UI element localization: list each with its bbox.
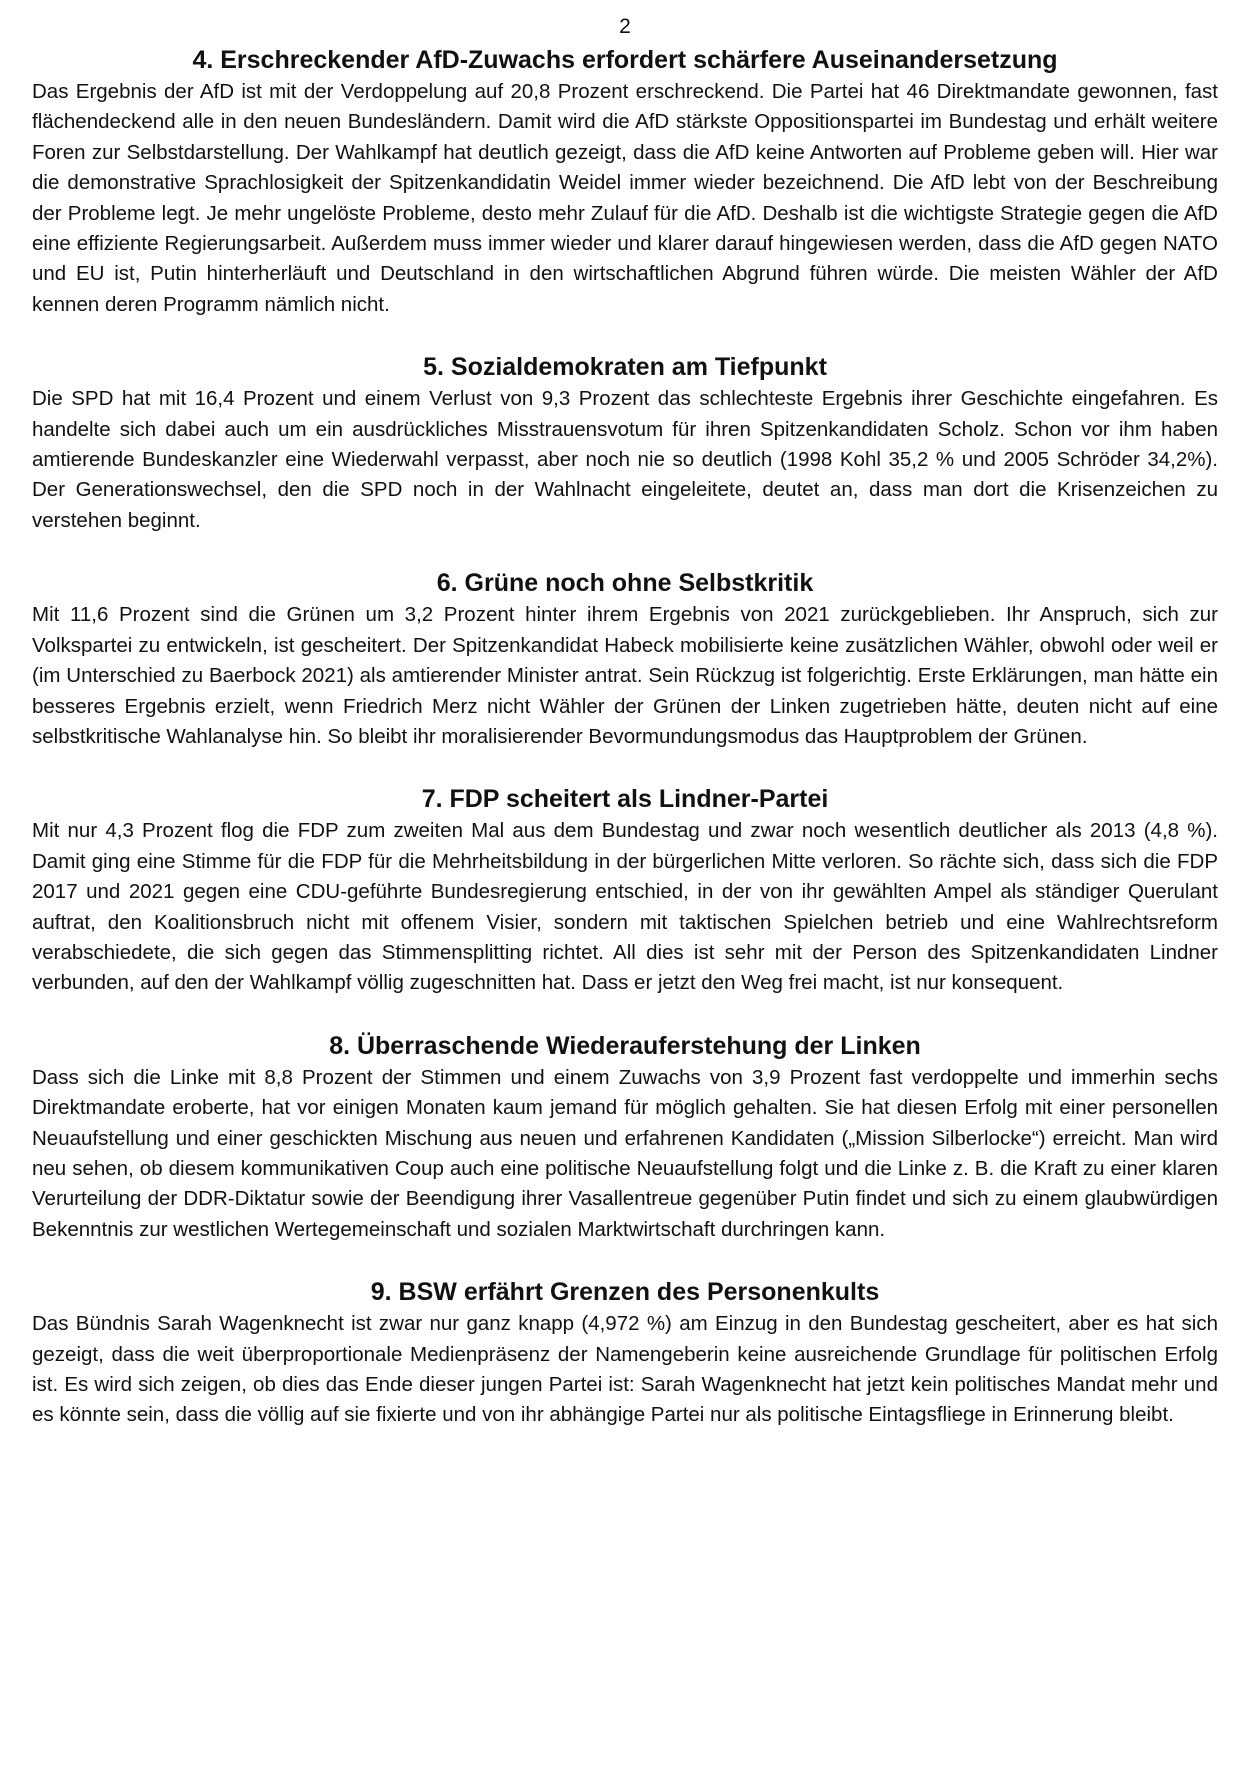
document-page	[32, 14, 1218, 1431]
section-body: Die SPD hat mit 16,4 Prozent und einem Verlust von 9,3 Prozent das schlechteste Ergebnis ihrer Geschichte eingefahren. Es handelte sich dabei auch um ein ausdrückliches Misstrauensvotum für ihren Spitzenkandidaten Scholz. Schon vor ihm haben amtierende Bundeskanzler eine Wiederwahl verpasst, aber noch nie so deutlich (1998 Kohl 35,2 % und 2005 Schröder 34,2%). Der Generationswechsel, den die SPD noch in der Wahlnacht eingeleitete, deutet an, dass man dort die Krisenzeichen zu verstehen beginnt.	[32, 387, 1218, 532]
section-afd	[32, 44, 1218, 320]
section-heading: 6. Grüne noch ohne Selbstkritik	[436, 569, 814, 598]
page-number: 2	[619, 15, 631, 38]
section-linke	[32, 1030, 1218, 1245]
section-body: Dass sich die Linke mit 8,8 Prozent der Stimmen und einem Zuwachs von 3,9 Prozent fast verdoppelte und immerhin sechs Direktmandate eroberte, hat vor einigen Monaten kaum jemand für möglich gehalten. Sie hat diesen Erfolg mit einer personellen Neuaufstellung und einer geschickten Mischung aus neuen und erfahrenen Kandidaten („Mission Silberlocke“) erreicht. Man wird neu sehen, ob diesem kommunikativen Coup auch eine politische Neuaufstellung folgt und die Linke z. B. die Kraft zu einer klaren Verurteilung der DDR-Diktatur sowie der Beendigung ihrer Vasallentreue gegenüber Putin findet und sich zu einem glaubwürdigen Bekenntnis zur westlichen Wertegemeinschaft und sozialen Marktwirtschaft durchringen kann.	[32, 1065, 1218, 1241]
section-heading: 4. Erschreckender AfD-Zuwachs erfordert schärfere Auseinandersetzung	[192, 46, 1058, 74]
section-heading: 7. FDP scheitert als Lindner-Partei	[421, 785, 829, 814]
section-heading: 9. BSW erfährt Grenzen des Personenkults	[370, 1278, 880, 1307]
section-spd	[32, 351, 1218, 536]
section-heading: 8. Überraschende Wiederauferstehung der Linken	[329, 1031, 921, 1060]
section-heading: 5. Sozialdemokraten am Tiefpunkt	[423, 353, 827, 382]
section-body: Das Bündnis Sarah Wagenknecht ist zwar nur ganz knapp (4,972 %) am Einzug in den Bundestag gescheitert, aber es hat sich gezeigt, dass die weit überproportionale Medienpräsenz der Namengeberin keine ausreichende Grundlage für politischen Erfolg ist. Es wird sich zeigen, ob dies das Ende dieser jungen Partei ist: Sarah Wagenknecht hat jetzt kein politisches Mandat mehr und es könnte sein, dass die völlig auf sie fixierte und von ihr abhängige Partei nur als politische Eintagsfliege in Erinnerung bleibt.	[32, 1312, 1218, 1427]
section-body: Mit 11,6 Prozent sind die Grünen um 3,2 Prozent hinter ihrem Ergebnis von 2021 zurückgeblieben. Ihr Anspruch, sich zur Volkspartei zu entwickeln, ist gescheitert. Der Spitzenkandidat Habeck mobilisierte keine zusätzlichen Wähler, obwohl oder weil er (im Unterschied zu Baerbock 2021) als amtierender Minister antrat. Sein Rückzug ist folgerichtig. Erste Erklärungen, man hätte ein besseres Ergebnis erzielt, wenn Friedrich Merz nicht Wähler der Grünen der Linken zugetrieben hätte, deuten nicht auf eine selbstkritische Wahlanalyse hin. So bleibt ihr moralisierender Bevormundungsmodus das Hauptproblem der Grünen.	[32, 603, 1218, 748]
section-bsw	[32, 1276, 1218, 1431]
section-fdp	[32, 783, 1218, 998]
section-body: Mit nur 4,3 Prozent flog die FDP zum zweiten Mal aus dem Bundestag und zwar noch wesentlich deutlicher als 2013 (4,8 %). Damit ging eine Stimme für die FDP für die Mehrheitsbildung in der bürgerlichen Mitte verloren. So rächte sich, dass sich die FDP 2017 und 2021 gegen eine CDU-geführte Bundesregierung entschied, in der von ihr gewählten Ampel als ständiger Querulant auftrat, den Koalitionsbruch nicht mit offenem Visier, sondern mit taktischen Spielchen betrieb und eine Wahlrechtsreform verabschiedete, die sich gegen das Stimmensplitting richtet. All dies ist sehr mit der Person des Spitzenkandidaten Lindner verbunden, auf den der Wahlkampf völlig zugeschnitten hat. Dass er jetzt den Weg frei macht, ist nur konsequent.	[32, 819, 1218, 995]
section-body: Das Ergebnis der AfD ist mit der Verdoppelung auf 20,8 Prozent erschreckend. Die Partei hat 46 Direktmandate gewonnen, fast flächendeckend alle in den neuen Bundesländern. Damit wird die AfD stärkste Oppositionspartei im Bundestag und erhält weitere Foren zur Selbstdarstellung. Der Wahlkampf hat deutlich gezeigt, dass die AfD keine Antworten auf Probleme geben will. Hier war die demonstrative Sprachlosigkeit der Spitzenkandidatin Weidel immer wieder bezeichnend. Die AfD lebt von der Beschreibung der Probleme legt. Je mehr ungelöste Probleme, desto mehr Zulauf für die AfD. Deshalb ist die wichtigste Strategie gegen die AfD eine effiziente Regierungsarbeit. Außerdem muss immer wieder und klarer darauf hingewiesen werden, dass die AfD gegen NATO und EU ist, Putin hinterherläuft und Deutschland in den wirtschaftlichen Abgrund führen würde. Die meisten Wähler der AfD kennen deren Programm nämlich nicht.	[32, 80, 1218, 316]
section-gruene	[32, 567, 1218, 752]
